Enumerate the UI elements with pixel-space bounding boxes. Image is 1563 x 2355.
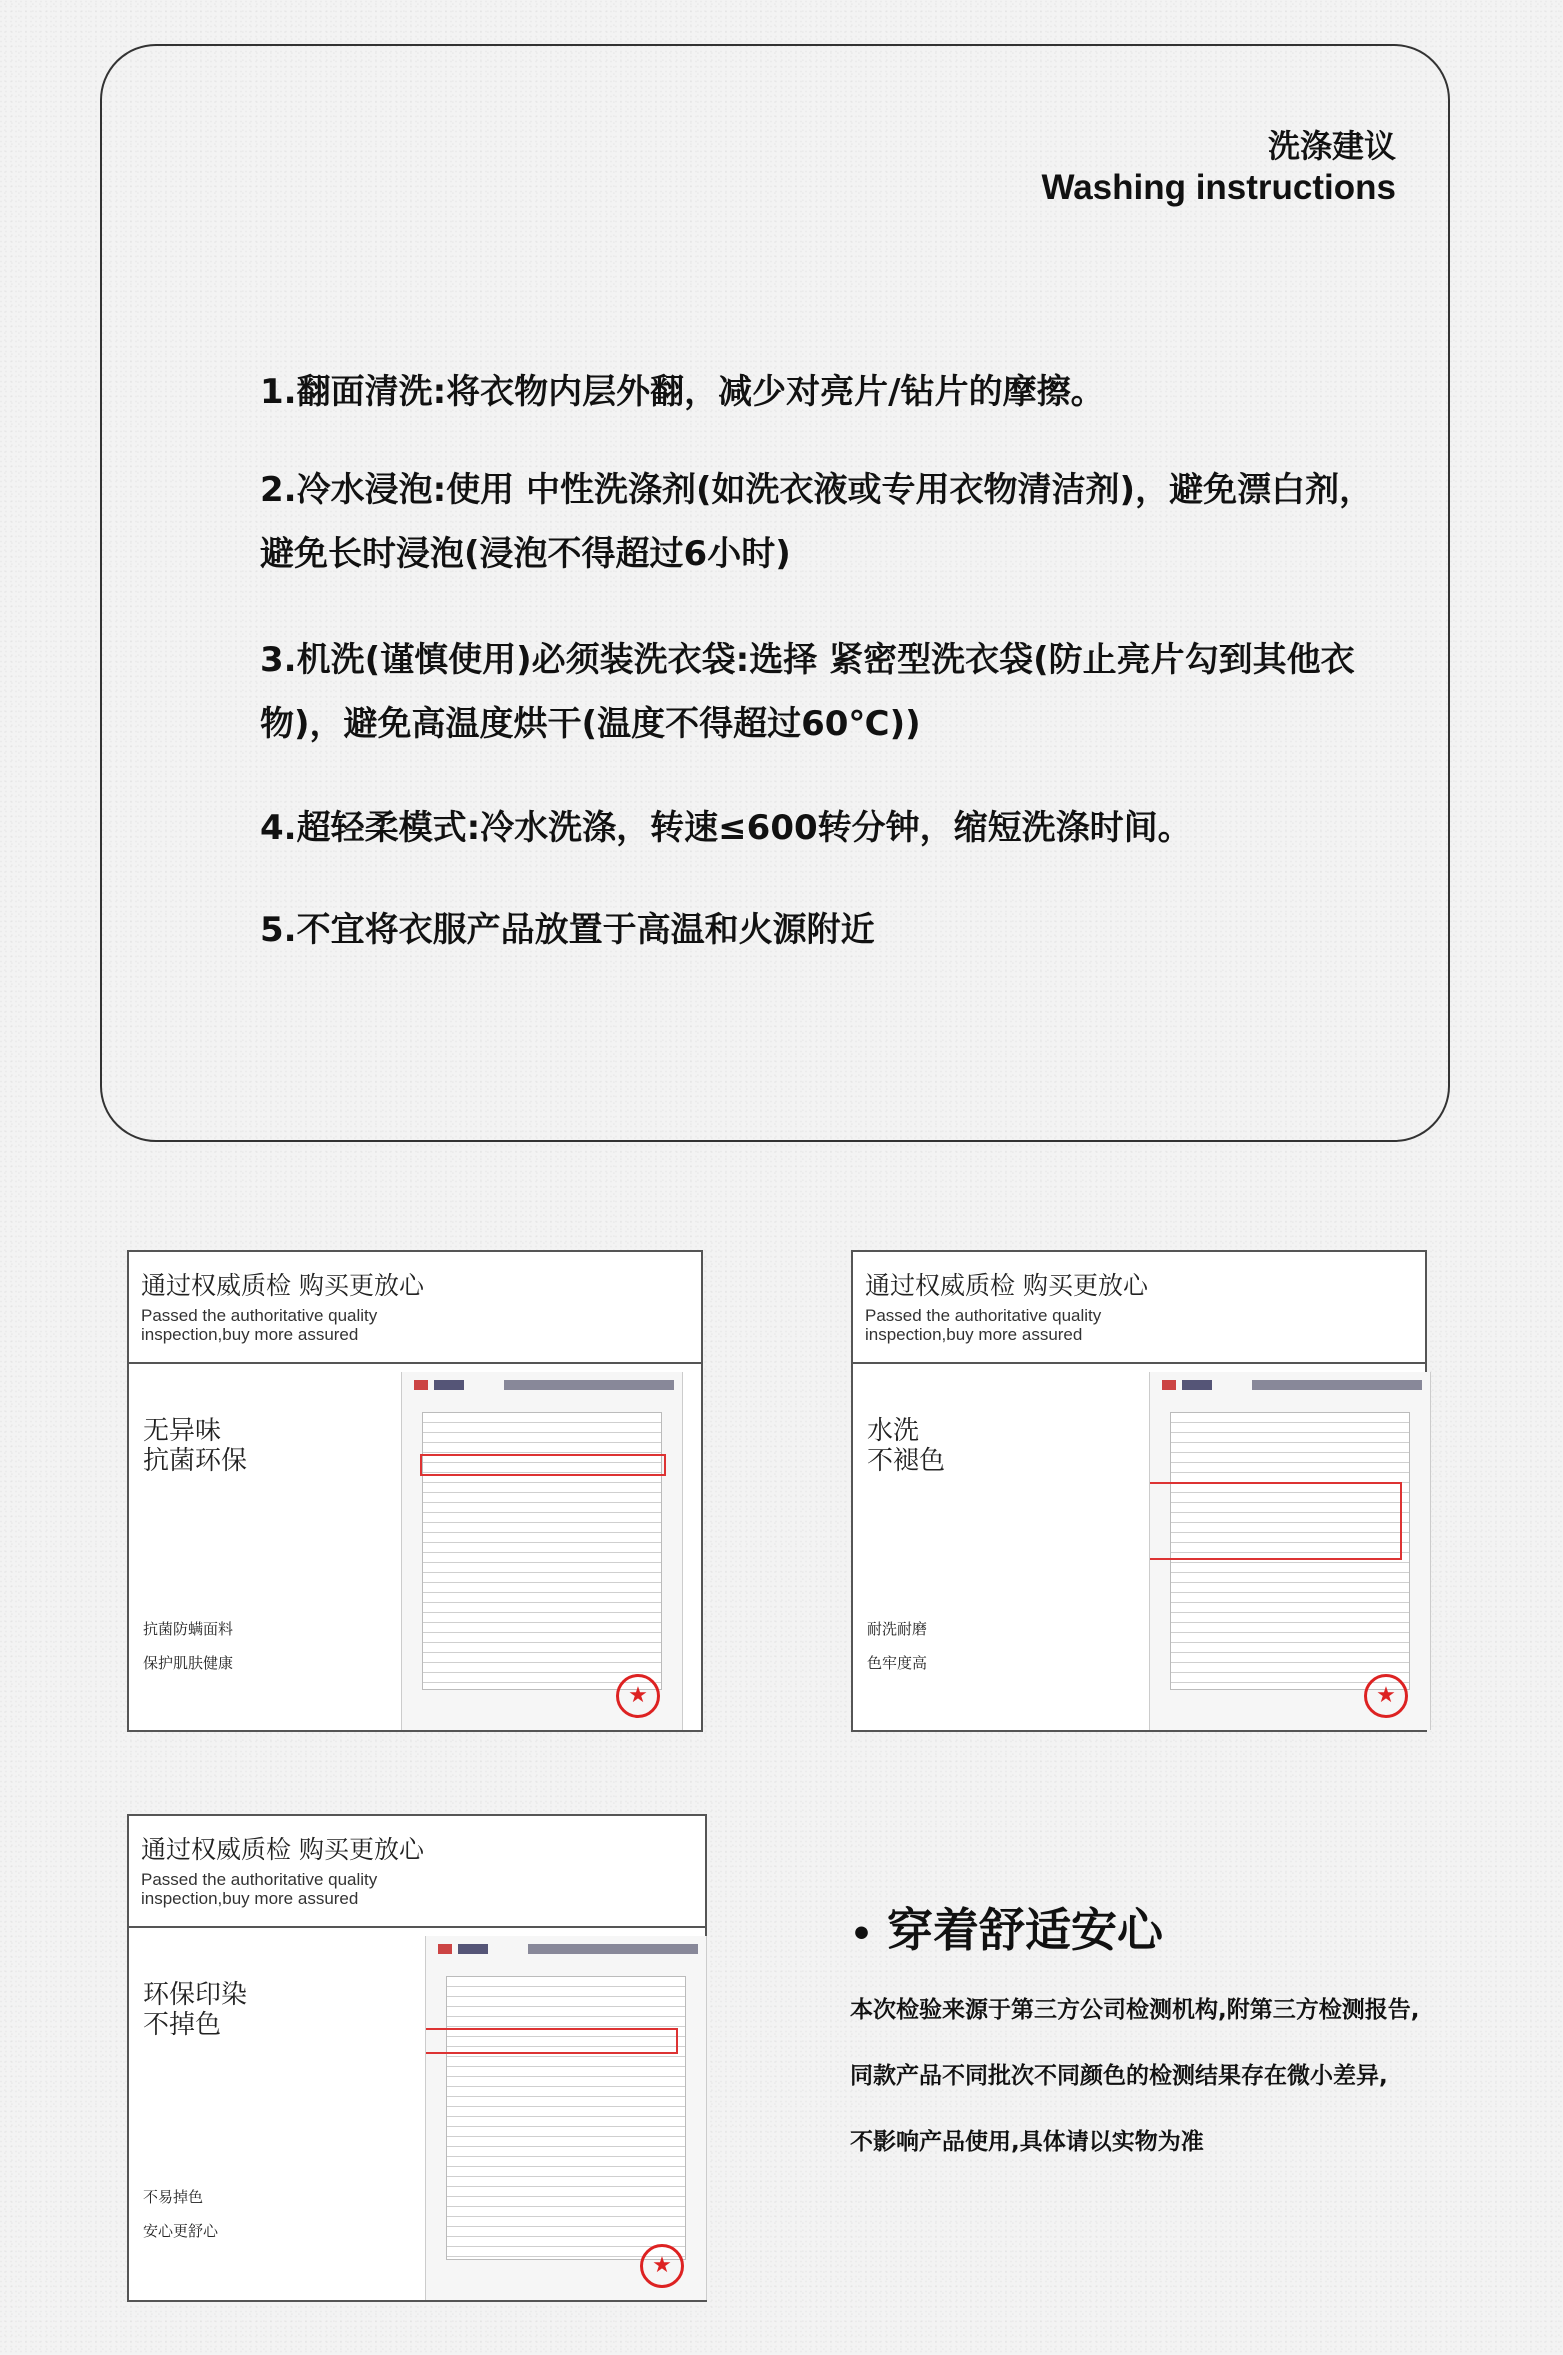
report-table: [446, 1976, 686, 2260]
card-header-zh: 通过权威质检 购买更放心: [141, 1835, 424, 1864]
card-body: [853, 1366, 1425, 1730]
report-highlight: [425, 2028, 678, 2054]
red-stamp-icon: ★: [1364, 1674, 1408, 1718]
card-feature-2: 不掉色: [143, 2010, 222, 2040]
comfort-text: [850, 1977, 1490, 2175]
report-logos: [438, 1944, 698, 1954]
card-feature-2: 不褪色: [867, 1446, 946, 1476]
card-header: [129, 1252, 701, 1364]
card-detail-2: 保护肌肤健康: [143, 1654, 234, 1672]
card-header-en-1: Passed the authoritative quality: [141, 1306, 378, 1325]
card-feature-1: 水洗: [867, 1416, 920, 1446]
test-report-image: [401, 1372, 683, 1730]
card-feature-1: 环保印染: [143, 1980, 248, 2010]
washing-step: 4.超轻柔模式:冷水洗涤，转速≤600转分钟，缩短洗涤时间。: [260, 808, 1192, 848]
inspection-card-dyeing: [127, 1814, 707, 2302]
card-detail-2: 色牢度高: [867, 1654, 928, 1672]
inspection-card-colorfast: [851, 1250, 1427, 1732]
card-feature-2: 抗菌环保: [143, 1446, 248, 1476]
card-header: [129, 1816, 705, 1928]
card-feature: [867, 1416, 945, 1476]
washing-step: 1.翻面清洗:将衣物内层外翻，减少对亮片/钻片的摩擦。: [260, 372, 1105, 412]
washing-title-en: Washing instructions: [1041, 168, 1396, 207]
card-detail-1: 不易掉色: [143, 2188, 204, 2206]
card-feature-1: 无异味: [143, 1416, 222, 1446]
washing-heading: [1041, 126, 1396, 210]
inspection-card-odor: [127, 1250, 703, 1732]
card-body: [129, 1366, 701, 1730]
washing-step: 3.机洗(谨慎使用)必须装洗衣袋:选择 紧密型洗衣袋(防止亮片勾到其他衣物)，避免高温度烘干(温度不得超过60℃)): [260, 640, 1355, 744]
comfort-line: 同款产品不同批次不同颜色的检测结果存在微小差异,: [850, 2063, 1388, 2089]
comfort-line: 本次检验来源于第三方公司检测机构,附第三方检测报告,: [850, 1997, 1420, 2023]
comfort-section: [850, 1900, 1490, 2175]
card-detail-1: 抗菌防螨面料: [143, 1620, 234, 1638]
card-header: [853, 1252, 1425, 1364]
card-body: [129, 1930, 705, 2300]
report-logos: [414, 1380, 674, 1390]
comfort-title: [850, 1900, 1490, 1965]
report-logos: [1162, 1380, 1422, 1390]
card-header-zh: 通过权威质检 购买更放心: [865, 1271, 1148, 1300]
card-header-en-1: Passed the authoritative quality: [141, 1870, 378, 1889]
test-report-image: [1149, 1372, 1431, 1730]
card-detail-2: 安心更舒心: [143, 2222, 219, 2240]
washing-instructions-panel: [100, 44, 1450, 1142]
card-header-en-2: inspection,buy more assured: [141, 1889, 359, 1908]
card-feature: [143, 1416, 247, 1476]
card-feature: [143, 1980, 247, 2040]
red-stamp-icon: ★: [616, 1674, 660, 1718]
comfort-title-text: 穿着舒适安心: [887, 1903, 1164, 1957]
card-header-en-1: Passed the authoritative quality: [865, 1306, 1102, 1325]
card-header-en-2: inspection,buy more assured: [865, 1325, 1083, 1344]
washing-step: 2.冷水浸泡:使用 中性洗涤剂(如洗衣液或专用衣物清洁剂)，避免漂白剂，避免长时浸泡(浸泡不得超过6小时): [260, 470, 1374, 574]
washing-step: 5.不宜将衣服产品放置于高温和火源附近: [260, 910, 875, 950]
report-highlight: [1149, 1482, 1402, 1560]
comfort-line: 不影响产品使用,具体请以实物为准: [850, 2129, 1204, 2155]
card-detail-1: 耐洗耐磨: [867, 1620, 928, 1638]
bullet-icon: •: [850, 1914, 874, 1955]
test-report-image: [425, 1936, 707, 2300]
red-stamp-icon: ★: [640, 2244, 684, 2288]
report-highlight: [420, 1454, 666, 1476]
washing-title-zh: 洗涤建议: [1267, 127, 1396, 165]
card-header-en-2: inspection,buy more assured: [141, 1325, 359, 1344]
card-header-zh: 通过权威质检 购买更放心: [141, 1271, 424, 1300]
